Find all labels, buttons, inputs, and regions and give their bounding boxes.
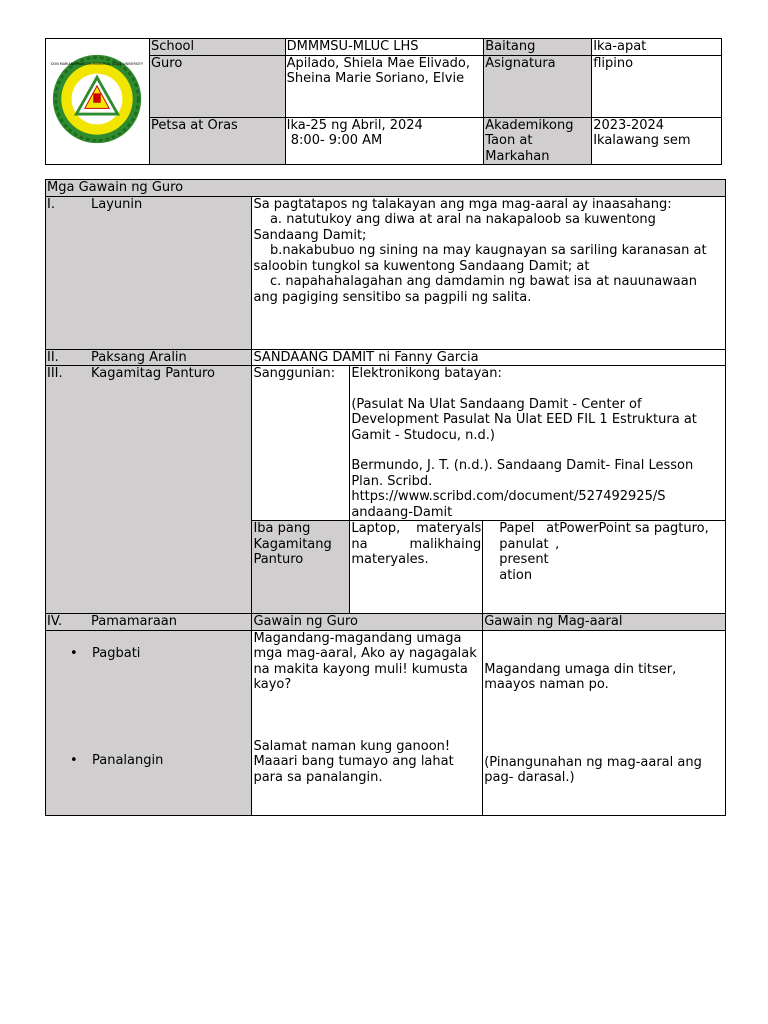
iba-col1: Laptop, materyals na malikhaing materyales. (350, 521, 483, 614)
layunin-a: a. natutukoy ang diwa at aral na nakapaloob sa kuwentong Sandaang Damit; (253, 212, 661, 243)
value-asignatura: flipino (592, 55, 722, 117)
reference-2: Bermundo, J. T. (n.d.). Sandaang Damit- Final Lesson Plan. Scribd. (351, 458, 694, 489)
kagamitan-label-cell (46, 366, 252, 614)
reference-2-url: https://www.scribd.com/document/527492925/S (351, 489, 666, 504)
kagamitan-label: Kagamitag Panturo (91, 366, 216, 381)
iba-inner (483, 521, 725, 583)
paksa-label-cell (46, 349, 252, 366)
mag-pagbati: Magandang umaga din titser, maayos naman po. (484, 661, 677, 692)
header-table (45, 38, 722, 165)
mag-panalangin: (Pinangunahan ng mag-aaral ang pag- darasal.) (484, 754, 702, 785)
value-petsa (285, 117, 484, 165)
paksa-num: II. (47, 349, 59, 365)
step-name: Pagbati (92, 645, 141, 661)
section-title: Mga Gawain ng Guro (46, 180, 726, 197)
akademiko-sem: Ikalawang sem (593, 133, 691, 148)
university-seal-logo (50, 52, 144, 146)
paksa-label: Paksang Aralin (91, 349, 187, 365)
iba-col3: PowerPoint sa pagturo, (559, 521, 709, 536)
step-item-pagbati (47, 646, 250, 662)
pamamaraan-label-cell (46, 614, 252, 631)
bullet-icon: • (70, 645, 78, 661)
iba-col2: Papel at panulat , present ation (499, 521, 560, 583)
value-akademiko (592, 117, 722, 165)
layunin-b: b.nakabubuo ng sining na may kaugnayan sa sariling karanasan at saloobin tungkol sa kuwentong Sandaang Damit; at (253, 243, 711, 274)
petsa-date: Ika-25 ng Abril, 2024 (286, 117, 423, 133)
pamamaraan-num: IV. (47, 614, 63, 629)
col-gawain-guro: Gawain ng Guro (252, 614, 483, 631)
layunin-label-cell (46, 196, 252, 349)
akademiko-year: 2023-2024 (593, 117, 665, 133)
label-guro: Guro (149, 55, 285, 117)
petsa-time: 8:00- 9:00 AM (286, 133, 383, 148)
sanggunian-label: Sanggunian: (252, 366, 350, 521)
layunin-num: I. (47, 196, 55, 212)
guro-pagbati: Magandang-magandang umaga mga mag-aaral, Ako ay nagagalak na makita kayong muli! kumusta kayo? (253, 630, 477, 692)
elektroniko-label: Elektronikong batayan: (351, 366, 502, 381)
iba-cols (483, 521, 726, 614)
guro-panalangin: Salamat naman kung ganoon! Maaari bang tumayo ang lahat para sa panalangin. (253, 738, 454, 785)
value-school: DMMMSU-MLUC LHS (285, 39, 484, 56)
logo-lettering: DON MARIANO MARCOS MEMORIAL STATE UNIVERSITY (51, 62, 144, 67)
lesson-table (45, 179, 726, 816)
sanggunian-content (350, 366, 726, 521)
label-akademiko: Akademikong Taon at Markahan (484, 117, 592, 165)
paksa-value: SANDAANG DAMIT ni Fanny Garcia (252, 349, 726, 366)
iba-label: Iba pang Kagamitang Panturo (252, 521, 350, 614)
logo-cell (46, 39, 150, 165)
reference-2-url-cont: andaang-Damit (351, 504, 453, 520)
layunin-content (252, 196, 726, 349)
layunin-label: Layunin (91, 196, 143, 212)
kagamitan-num: III. (47, 366, 63, 381)
reference-1: (Pasulat Na Ulat Sandaang Damit - Center of Development Pasulat Na Ulat EED FIL 1 Estruktura at Gamit - Studocu, n.d.) (351, 396, 697, 443)
steps-label-cell (46, 630, 252, 815)
value-baitang: Ika-apat (592, 39, 722, 56)
guro-actions-cell (252, 630, 483, 815)
layunin-intro: Sa pagtatapos ng talakayan ang mga mag-aaral ay inaasahang: (253, 196, 672, 212)
label-school: School (149, 39, 285, 56)
label-petsa: Petsa at Oras (149, 117, 285, 165)
label-asignatura: Asignatura (484, 55, 592, 117)
pamamaraan-label: Pamamaraan (91, 614, 177, 629)
col-gawain-mag-aaral: Gawain ng Mag-aaral (483, 614, 726, 631)
step-name: Panalangin (92, 753, 164, 768)
label-baitang: Baitang (484, 39, 592, 56)
bullet-icon: • (70, 753, 78, 768)
mag-aaral-actions-cell (483, 630, 726, 815)
value-guro: Apilado, Shiela Mae Elivado, Sheina Marie Soriano, Elvie (285, 55, 484, 117)
step-item-panalangin (47, 753, 250, 769)
layunin-c: c. napahahalagahan ang damdamin ng bawat isa at nauunawaan ang pagiging sensitibo sa pagpili ng salita. (253, 274, 702, 305)
